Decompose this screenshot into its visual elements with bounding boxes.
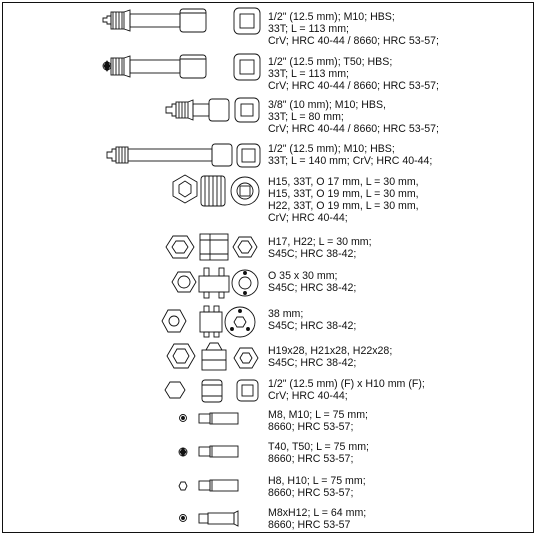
spec-line: H22, 33T, O 19 mm, L = 30 mm, [268,200,419,213]
spec-text-row-5 [268,176,419,224]
square-socket-end-icon [235,98,259,122]
spline-bit-m10-short-icon [166,99,229,121]
spec-text-row-11 [268,409,368,433]
spec-line: 1/2" (12.5 mm) (F) x H10 mm (F); [268,378,425,390]
spec-line: H15, 33T, O 17 mm, L = 30 mm, [268,176,419,188]
spec-line: S45C; HRC 38-42; [268,357,357,370]
spec-line: O 35 x 30 mm; [268,270,338,282]
hex-square-adapter-icon [165,380,258,402]
spec-line: CrV; HRC 40-44 / 8660; HRC 53-57; [268,80,439,93]
spec-line: 1/2" (12.5 mm); M10; HBS; [268,11,395,23]
spec-line: H15, 33T, O 19 mm, L = 30 mm, [268,188,419,201]
spec-line: M8, M10; L = 75 mm; [268,409,368,421]
spec-line: M8xH12; L = 64 mm; [268,507,367,519]
spec-line: CrV; HRC 40-44; [268,212,348,225]
spec-line: 1/2" (12.5 mm); T50; HBS; [268,56,393,68]
spec-text-row-2 [268,56,439,92]
spec-line: 33T; L = 140 mm; CrV; HRC 40-44; [268,155,433,168]
spec-line: 3/8" (10 mm); M10; HBS, [268,99,386,111]
double-hex-socket-icon [166,234,257,260]
spec-line: S45C; HRC 38-42; [268,282,357,295]
spec-text-row-4 [268,143,432,167]
spec-line: S45C; HRC 38-42; [268,320,357,333]
spec-text-row-10 [268,378,425,402]
square-socket-end-icon [234,8,260,34]
spline-bit-m10-long-icon [103,9,206,32]
spec-text-row-13 [268,475,366,499]
spec-line: 38 mm; [268,308,304,320]
spec-line: CrV; HRC 40-44; [268,390,348,403]
spec-text-row-6 [268,236,372,260]
spec-line: CrV; HRC 40-44 / 8660; HRC 53-57; [268,123,439,136]
spec-line: 8660; HRC 53-57; [268,487,354,500]
spec-text-row-7 [268,270,356,294]
torx-bit-t50-long-icon [103,55,206,78]
spec-text-row-9 [268,345,392,369]
spec-line: 33T; L = 113 mm; [268,68,349,81]
hex-reduction-socket-icon [167,343,258,370]
spec-line: CrV; HRC 40-44 / 8660; HRC 53-57; [268,35,439,48]
spline-bit-m10-extra-long-icon [107,144,232,166]
spec-text-row-14 [268,507,366,531]
spec-text-row-3 [268,99,439,135]
spec-line: H17, H22; L = 30 mm; [268,236,372,248]
spec-line: H19x28, H21x28, H22x28; [268,345,393,357]
spec-line: 8660; HRC 53-57; [268,421,354,434]
spec-line: H8, H10; L = 75 mm; [268,475,366,487]
spec-text-row-8 [268,308,356,332]
spec-line: 1/2" (12.5 mm); M10; HBS; [268,143,395,155]
pin-socket-38mm-icon [162,306,255,337]
torx-bit-t40-t50-icon [179,446,238,457]
square-socket-end-icon [237,144,260,167]
round-pin-socket-icon [172,268,258,298]
spec-line: 8660; HRC 53-57 [268,519,351,532]
round-socket-end-icon [231,177,259,205]
spec-text-row-12 [268,441,369,465]
hex-splined-socket-icon [173,175,225,206]
spec-text-row-1 [268,11,439,47]
hex-bit-h8-h10-icon [179,480,238,491]
spec-line: 33T; L = 80 mm; [268,111,344,124]
spec-line: T40, T50; L = 75 mm; [268,441,369,453]
spline-hex-bit-m8xh12-icon [180,511,239,526]
spec-line: S45C; HRC 38-42; [268,248,357,261]
spec-line: 33T; L = 113 mm; [268,23,349,36]
spec-line: 8660; HRC 53-57; [268,453,354,466]
spline-bit-m8-m10-icon [180,413,239,424]
square-socket-end-icon [234,54,260,80]
